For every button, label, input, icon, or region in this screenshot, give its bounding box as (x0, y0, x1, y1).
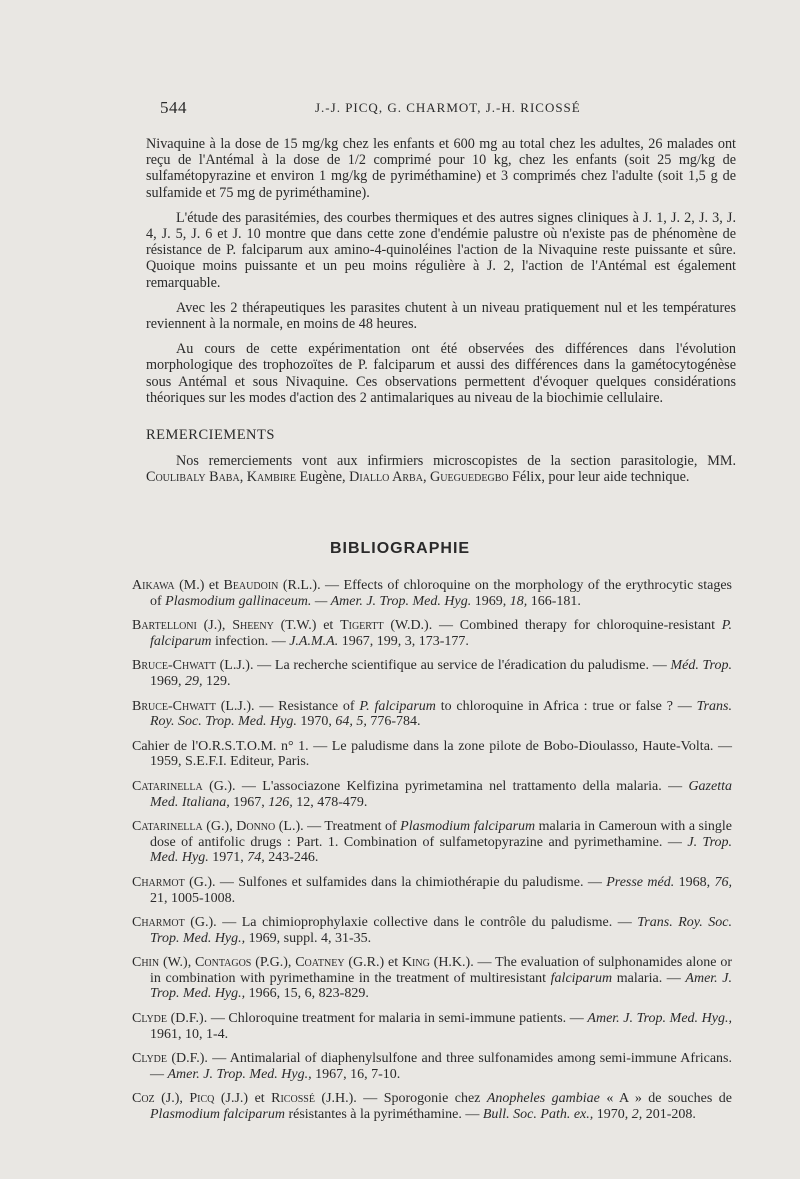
thanks-heading: REMERCIEMENTS (146, 427, 275, 443)
ref-text: infection. — (211, 633, 290, 649)
ref-journal: Presse méd. (606, 874, 675, 890)
ref-text: 1967, (229, 794, 269, 810)
ref-author: Coatney (295, 955, 345, 971)
ref-text: (J.), (154, 1091, 190, 1107)
ref-text: (J.J.) et (214, 1091, 272, 1107)
reference-item (132, 1091, 732, 1122)
ref-text: (G.). — Sulfones et sulfamides dans la chimiothérapie du paludisme. — (184, 874, 607, 890)
ref-author: Bartelloni (132, 618, 197, 634)
ref-author: Bruce-Chwatt (132, 658, 216, 674)
ref-text: (G.R.) et (344, 955, 402, 971)
ref-author: Donno (236, 819, 276, 835)
ref-text: 21, 1005-1008. (150, 890, 236, 906)
ref-text: 1969, (150, 673, 185, 689)
ref-text: 1966, 15, 6, 823-829. (245, 986, 369, 1002)
ref-volume: 126, (268, 794, 293, 810)
page-number: 544 (160, 98, 187, 117)
thanks-sep: , (422, 469, 431, 486)
ref-text: (M.) et (174, 578, 224, 593)
reference-item (132, 1051, 732, 1082)
ref-text: (J.H.). — Sporogonie chez (314, 1091, 487, 1107)
ref-author: Bruce-Chwatt (132, 698, 216, 714)
ref-text: (T.W.) et (273, 618, 341, 634)
thanks-name: Coulibaly Baba (146, 469, 240, 486)
ref-author: Clyde (132, 1051, 167, 1067)
reference-item (132, 1011, 732, 1042)
ref-species: P. falciparum (359, 698, 436, 714)
ref-text: 243-246. (264, 850, 319, 866)
ref-text: 1967, 16, 7-10. (311, 1066, 401, 1082)
body-paragraph: Nivaquine à la dose de 15 mg/kg chez les enfants et 600 mg au total chez les adultes, 26 malades ont reçu de l'Antémal à la dose de 1/2 comprimé pour 10 kg, chez les enfants (soit 25 mg/kg de sulfamétopyrazine et environ 1 mg/kg de pyriméthamine) et 3 comprimés chez l'adulte (soit 1,5 g de sulfamide et 75 mg de pyriméthamine). (146, 136, 736, 201)
reference-item (132, 955, 732, 1002)
ref-volume: 29, (185, 673, 203, 689)
ref-author: Ricossé (271, 1091, 315, 1107)
ref-species: Anopheles gambiae (486, 1091, 600, 1107)
ref-text: 776-784. (366, 714, 421, 730)
ref-journal: Bull. Soc. Path. ex., (482, 1107, 594, 1123)
ref-species: P. falciparum (150, 618, 732, 649)
thanks-name: Diallo Arba (349, 469, 423, 486)
ref-journal: Amer. J. Trop. Med. Hyg., (150, 970, 732, 1002)
running-head-authors: J.-J. PICQ, G. CHARMOT, J.-H. RICOSSÉ (315, 100, 581, 115)
reference-item (132, 819, 732, 866)
bibliography-heading: BIBLIOGRAPHIE (329, 540, 471, 557)
body-paragraph: L'étude des parasitémies, des courbes thermiques et des autres signes cliniques à J. 1, J. 2, J. 3, J. 4, J. 5, J. 6 et J. 10 montre que dans cette zone d'endémie palustre où n'existe pas de phénomène de résistance de P. falciparum aux amino-4-quinoléines l'action de la Nivaquine reste puissante et sûre. Quoique moins puissante et un peu moins régulière à J. 2, l'action de l'Antémal est également remarquable. (146, 209, 736, 291)
thanks-paragraph (146, 453, 736, 485)
ref-text: 12, 478-479. (292, 794, 368, 810)
reference-item (132, 578, 732, 609)
ref-text: malaria in Cameroun with a single dose of antifolic drugs : Part. 1. Combination of sulfametopyrazine and pyrimethamine. — (150, 819, 732, 850)
ref-text: 1971, (208, 850, 248, 866)
ref-text: (G.), (202, 819, 237, 835)
reference-item (132, 739, 732, 770)
ref-volume: 2, (631, 1107, 643, 1123)
ref-text: (L.J.). — La recherche scientifique au service de l'éradication du paludisme. — (215, 658, 671, 674)
ref-text: (R.L.). — Effects of chloroquine on the morphology of the erythrocytic stages of (150, 578, 732, 609)
thanks-name: Kambire (246, 469, 296, 486)
thanks-text-b: Eugène, (295, 469, 350, 486)
reference-item (132, 658, 732, 689)
thanks-text-c: Félix, pour leur aide technique. (508, 469, 690, 486)
ref-text: 166-181. (527, 593, 581, 609)
ref-journal: Méd. Trop. (670, 658, 732, 674)
ref-author: Aikawa (132, 578, 175, 593)
ref-text: malaria. — (612, 970, 686, 986)
ref-author: Beaudoin (223, 578, 279, 593)
ref-text: « A » de souches de (599, 1091, 732, 1107)
ref-text: (J.), (196, 618, 233, 634)
ref-text: (W.), (159, 955, 196, 971)
ref-text: (H.K.). — The evaluation of sulphonamides alone or in combination with pyrimethamine in the treatment of multiresistant (150, 955, 732, 986)
ref-text: 1970, (593, 1107, 632, 1123)
ref-volume: 64, 5, (335, 714, 367, 730)
ref-author: Catarinella (132, 819, 203, 835)
ref-journal: Amer. J. Trop. Med. Hyg., (587, 1011, 732, 1027)
ref-text: (D.F.). — Chloroquine treatment for malaria in semi-immune patients. — (167, 1011, 588, 1027)
ref-text: (P.G.), (251, 955, 296, 971)
ref-text: 201-208. (642, 1107, 696, 1123)
ref-text: 129. (202, 673, 231, 689)
ref-author: Catarinella (132, 778, 203, 794)
ref-text: Cahier de l'O.R.S.T.O.M. n° 1. — Le paludisme dans la zone pilote de Bobo-Dioulasso, Haute-Volta. — 1959, S.E.F.I. Editeur, Paris. (132, 738, 732, 770)
thanks-text (146, 453, 736, 485)
ref-text: 1969, suppl. 4, 31-35. (245, 930, 372, 946)
body-paragraph: Avec les 2 thérapeutiques les parasites chutent à un niveau pratiquement nul et les températures reviennent à la normale, en moins de 48 heures. (146, 299, 736, 333)
ref-volume: 74, (247, 850, 265, 866)
ref-text: 1970, (296, 714, 336, 730)
ref-text: résistantes à la pyriméthamine. — (284, 1107, 483, 1123)
ref-species: falciparum (550, 970, 613, 986)
ref-author: Charmot (132, 874, 185, 890)
ref-journal: Amer. J. Trop. Med. Hyg., (167, 1066, 312, 1082)
ref-author: Chin (132, 955, 160, 971)
reference-item (132, 618, 732, 649)
reference-list (132, 578, 732, 1132)
ref-author: Charmot (132, 915, 185, 931)
ref-text: (W.D.). — Combined therapy for chloroquine-resistant (383, 618, 722, 634)
ref-author: Clyde (132, 1011, 167, 1027)
ref-author: Picq (189, 1091, 215, 1107)
reference-item (132, 699, 732, 730)
ref-volume: 76, (714, 874, 732, 890)
thanks-name: Gueguedegbo (430, 469, 509, 486)
ref-author: Contagos (195, 955, 252, 971)
ref-text: (L.). — Treatment of (275, 819, 401, 835)
ref-text: to chloroquine in Africa : true or false ? — (435, 698, 697, 714)
ref-text: (G.). — La chimioprophylaxie collective dans le contrôle du paludisme. — (184, 915, 638, 931)
ref-text: (G.). — L'associazone Kelfizina pyrimetamina nel trattamento della malaria. — (202, 778, 689, 794)
thanks-sep: , (239, 469, 247, 486)
ref-author: Coz (132, 1091, 155, 1107)
reference-item (132, 875, 732, 906)
ref-journal: J.A.M.A. (289, 633, 339, 649)
body-text (146, 136, 736, 415)
ref-text: 1968, (674, 874, 715, 890)
ref-species: Plasmodium falciparum (400, 819, 536, 835)
ref-journal: Trans. Roy. Soc. Trop. Med. Hyg., (150, 915, 733, 946)
ref-text: (D.F.). — Antimalarial of diaphenylsulfone and three sulfonamides among semi-immune Africans. — (150, 1051, 732, 1082)
reference-item (132, 779, 732, 810)
ref-author: King (401, 955, 430, 971)
ref-text: 1969, (471, 593, 510, 609)
ref-journal: Gazetta Med. Italiana, (150, 778, 732, 810)
thanks-text-a: Nos remerciements vont aux infirmiers microscopistes de la section parasitologie, MM. (176, 453, 736, 469)
ref-author: Tigertt (340, 618, 384, 634)
ref-text: (L.J.). — Resistance of (215, 698, 360, 714)
ref-volume: 18, (509, 593, 528, 609)
ref-text: 1961, 10, 1-4. (150, 1026, 229, 1042)
ref-text: 1967, 199, 3, 173-177. (338, 633, 469, 649)
ref-journal: Plasmodium gallinaceum. — Amer. J. Trop. Med. Hyg. (165, 593, 472, 609)
ref-journal: J. Trop. Med. Hyg. (150, 834, 732, 866)
ref-author: Sheeny (232, 618, 274, 634)
ref-journal: Trans. Roy. Soc. Trop. Med. Hyg. (150, 698, 732, 730)
body-paragraph: Au cours de cette expérimentation ont été observées des différences dans l'évolution morphologique des trophozoïtes de P. falciparum et aussi des différences dans la gamétocytogénèse sous Antémal et sous Nivaquine. Ces observations permettent d'évoquer quelques considérations théoriques sur les modes d'action des 2 antimalariques au niveau de la biochimie cellulaire. (146, 341, 736, 406)
ref-species: Plasmodium falciparum (150, 1107, 285, 1123)
reference-item (132, 915, 732, 946)
